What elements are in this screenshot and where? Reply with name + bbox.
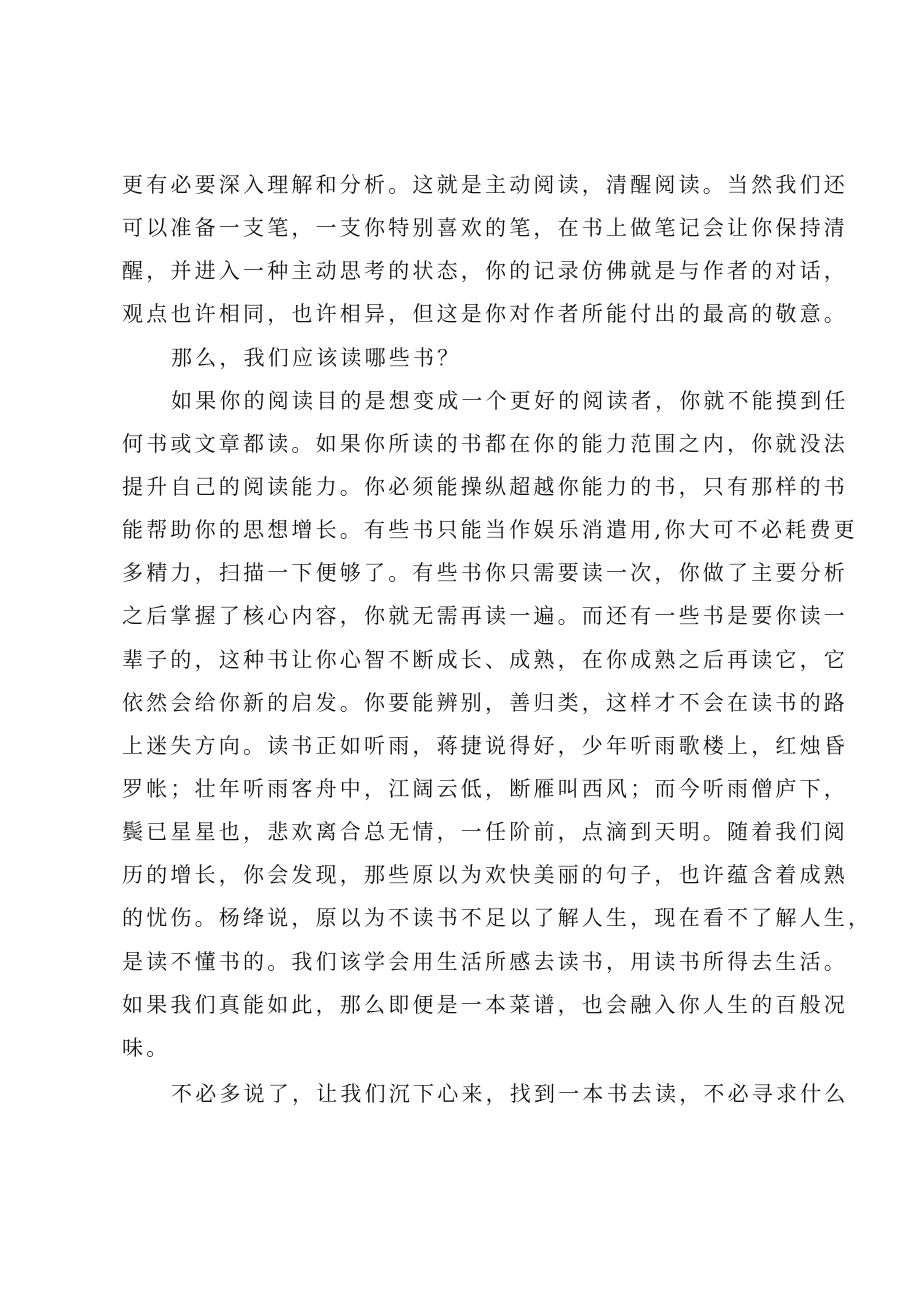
text-line: 醒，并进入一种主动思考的状态，你的记录仿佛就是与作者的对话， — [122, 259, 848, 284]
text-line: 更有必要深入理解和分析。这就是主动阅读，清醒阅读。当然我们还 — [122, 173, 848, 197]
paragraph-start-line: 如果你的阅读目的是想变成一个更好的阅读者，你就不能摸到任 — [171, 388, 849, 413]
text-line: 鬓已星星也，悲欢离合总无情，一任阶前，点滴到天明。随着我们阅 — [122, 820, 848, 845]
body-text — [122, 164, 873, 1116]
text-line: 可以准备一支笔，一支你特别喜欢的笔，在书上做笔记会让你保持清 — [122, 216, 848, 241]
text-line: 多精力，扫描一下便够了。有些书你只需要读一次，你做了主要分析 — [122, 561, 848, 586]
text-line: 观点也许相同，也许相异，但这是你对作者所能付出的最高的敬意。 — [122, 302, 848, 327]
paragraph-start-line: 那么，我们应该读哪些书？ — [171, 345, 462, 370]
text-line: 辈子的，这种书让你心智不断成长、成熟，在你成熟之后再读它，它 — [122, 647, 848, 672]
text-line: 如果我们真能如此，那么即便是一本菜谱，也会融入你人生的百般况 — [122, 992, 848, 1017]
text-line: 历的增长，你会发现，那些原以为欢快美丽的句子，也许蕴含着成熟 — [122, 863, 848, 888]
text-line: 提升自己的阅读能力。你必须能操纵超越你能力的书，只有那样的书 — [122, 474, 848, 499]
text-line: 罗帐；壮年听雨客舟中，江阔云低，断雁叫西风；而今听雨僧庐下， — [122, 776, 848, 801]
text-line: 味。 — [122, 1035, 171, 1060]
paragraph-start-line: 不必多说了，让我们沉下心来，找到一本书去读，不必寻求什么 — [171, 1081, 849, 1106]
text-line: 依然会给你新的启发。你要能辨别，善归类，这样才不会在读书的路 — [122, 690, 848, 715]
text-line: 的忧伤。杨绛说，原以为不读书不足以了解人生，现在看不了解人生， — [122, 906, 873, 931]
text-line: 上迷失方向。读书正如听雨，蒋捷说得好，少年听雨歌楼上，红烛昏 — [122, 733, 848, 758]
text-line: 之后掌握了核心内容，你就无需再读一遍。而还有一些书是要你读一 — [122, 604, 848, 629]
text-line: 何书或文章都读。如果你所读的书都在你的能力范围之内，你就没法 — [122, 431, 848, 456]
text-line: 是读不懂书的。我们该学会用生活所感去读书，用读书所得去生活。 — [122, 949, 848, 974]
text-line: 能帮助你的思想增长。有些书只能当作娱乐消遣用,你大可不必耗费更 — [122, 518, 858, 543]
